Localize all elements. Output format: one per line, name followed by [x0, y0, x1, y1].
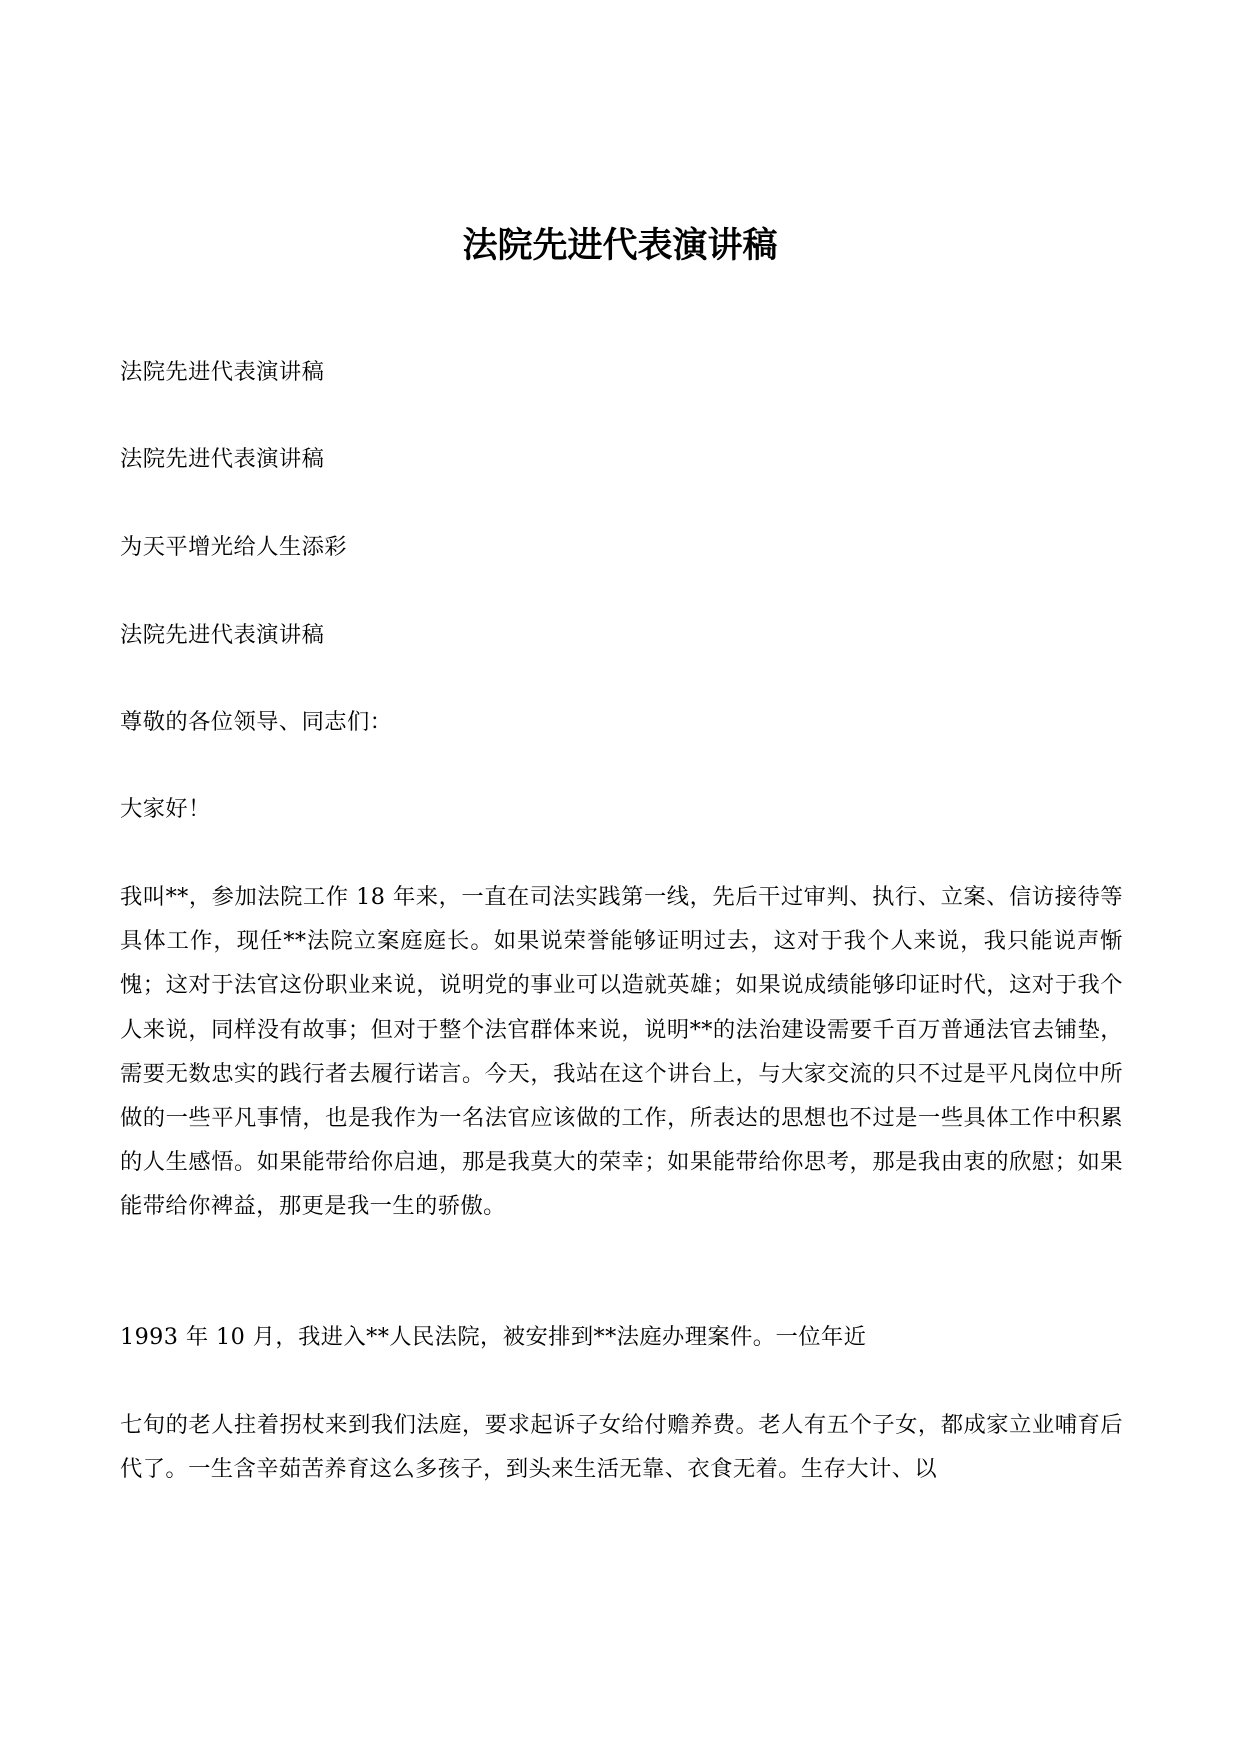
paragraph-heading-2: 法院先进代表演讲稿: [120, 446, 325, 472]
paragraph-subtitle: 为天平增光给人生添彩: [120, 534, 347, 560]
paragraph-elderly-case: 七旬的老人拄着拐杖来到我们法庭，要求起诉子女给付赡养费。老人有五个子女，都成家立业哺育后代了。一生含辛茹苦养育这么多孩子，到头来生活无靠、衣食无着。生存大计、以: [120, 1412, 1123, 1483]
paragraph-greeting: 大家好！: [120, 796, 211, 822]
paragraph-heading-3: 法院先进代表演讲稿: [120, 622, 325, 648]
document-title: 法院先进代表演讲稿: [462, 225, 778, 266]
paragraph-introduction: 我叫**，参加法院工作 18 年来，一直在司法实践第一线，先后干过审判、执行、立案、信访接待等具体工作，现任**法院立案庭庭长。如果说荣誉能够证明过去，这对于我个人来说，我只能说声惭愧；这对于法官这份职业来说，说明党的事业可以造就英雄；如果说成绩能够印证时代，这对于我个人来说，同样没有故事；但对于整个法官群体来说，说明**的法治建设需要千百万普通法官去铺垫，需要无数忠实的践行者去履行诺言。今天，我站在这个讲台上，与大家交流的只不过是平凡岗位中所做的一些平凡事情，也是我作为一名法官应该做的工作，所表达的思想也不过是一些具体工作中积累的人生感悟。如果能带给你启迪，那是我莫大的荣幸；如果能带给你思考，那是我由衷的欣慰；如果能带给你裨益，那更是我一生的骄傲。: [120, 884, 1123, 1220]
paragraph-heading-1: 法院先进代表演讲稿: [120, 359, 325, 385]
paragraph-salutation: 尊敬的各位领导、同志们：: [120, 709, 393, 735]
paragraph-1993: 1993 年 10 月，我进入**人民法院，被安排到**法庭办理案件。一位年近: [120, 1324, 867, 1350]
